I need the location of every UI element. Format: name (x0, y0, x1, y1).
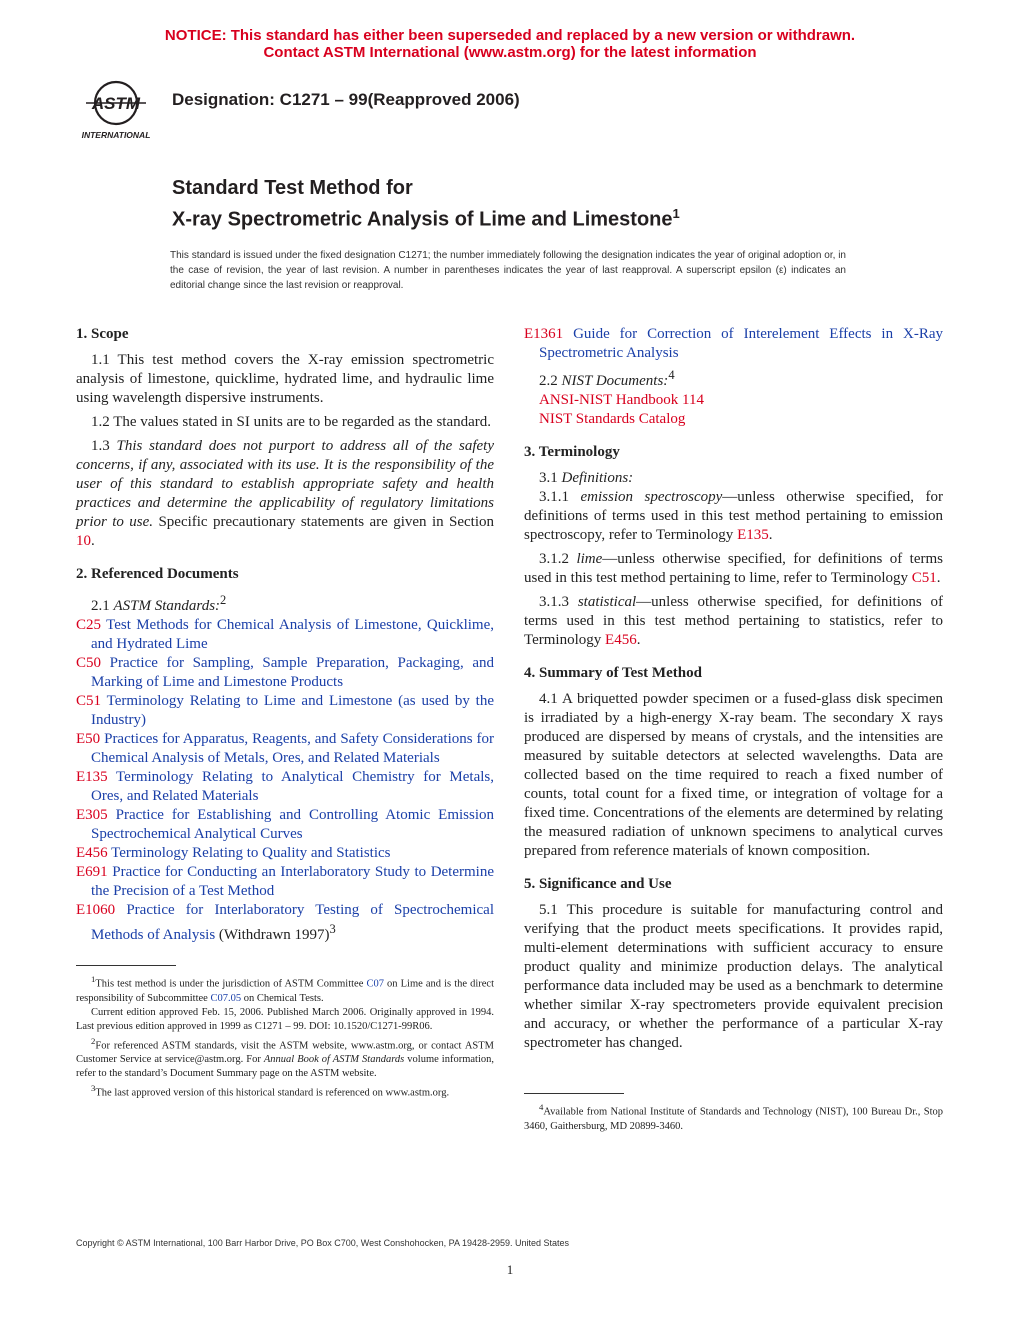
title-footnote-marker: 1 (672, 206, 680, 221)
title-line-2: X-ray Spectrometric Analysis of Lime and Limestone$^1$ (172, 206, 680, 231)
left-column (76, 325, 494, 1101)
summary-4-1: 4.1 A briquetted powder specimen or a fused-glass disk specimen is irradiated by a high-energy X-ray beam. The secondary X rays produced are dispersed by means of crystals, and the intensities are measured by suitable detectors at selected wavelengths. Data are collected based on the time required to reach a fixed number of counts, total count for a fixed time, or integration of voltage for a fixed time. Concentrations of the elements are determined by relating the measured radiation of unknown specimens to analytical curves prepared from reference materials of known composition. (524, 691, 943, 859)
c0705-link[interactable]: C07.05 (210, 992, 242, 1004)
astm-logo (72, 78, 162, 142)
scope-1-1: 1.1 This test method covers the X-ray emission spectrometric analysis of limestone, quicklime, hydrated lime, and hydraulic lime using wavelength dispersive instruments. (76, 352, 494, 406)
scope-1-3: 1.3 This standard does not purport to address all of the safety concerns, if any, associated with its use. It is the responsibility of the user of this standard to establish appropriate safety and health practices and determine the applicability of regulatory limitations prior to use. Specific precautionary statements are given in Section 10. (76, 438, 495, 549)
preamble: This standard is issued under the fixed designation C1271; the number immediately following the designation indicates the year of original adoption or, in the case of revision, the year of last revision. A number in parentheses indicates the year of last reapproval. A superscript epsilon (ε) indicates an editorial change since the last revision or reapproval. (170, 250, 846, 291)
scope-heading: 1. Scope (76, 326, 129, 342)
term-3-1-1: 3.1.1 emission spectroscopy—unless otherwise specified, for definitions of terms used in this test method pertaining to emission spectroscopy, refer to Terminology E135. (524, 489, 943, 543)
term-3-1-3: 3.1.3 statistical—unless otherwise specified, for definitions of terms used in this test method pertaining to statistics, refer to Terminology E456. (524, 594, 944, 648)
definitions-label: 3.1 Definitions: (539, 470, 634, 486)
ref-item[interactable]: C50 Practice for Sampling, Sample Preparation, Packaging, and Marking of Lime and Limestone Products (76, 655, 494, 690)
astm-standards-label: 2.1 ASTM Standards:$^2$ (91, 593, 227, 614)
right-column (524, 325, 943, 1134)
page-number: 1 (506, 1262, 514, 1277)
ref-item[interactable]: E456 Terminology Relating to Quality and Statistics (76, 845, 391, 861)
designation: Designation: C1271 – 99(Reapproved 2006) (172, 90, 520, 109)
ref-item[interactable]: C51 Terminology Relating to Lime and Limestone (as used by the Industry) (76, 693, 494, 728)
c07-link[interactable]: C07 (366, 978, 384, 990)
nist-documents-label: 2.2 NIST Documents:$^4$ (539, 368, 675, 389)
footnote-1: $^1$This test method is under the jurisdiction of ASTM Committee C07 on Lime and is the direct responsibility of Subcommittee C07.05 on Chemical Tests. (76, 974, 494, 1004)
nist-handbook-link[interactable]: ANSI-NIST Handbook 114 (539, 392, 704, 408)
notice-line-2: Contact ASTM International (www.astm.org) for the latest information (263, 44, 757, 61)
notice-banner (0, 27, 1020, 61)
e456-link[interactable]: E456 (605, 632, 637, 648)
scope-1-2: 1.2 The values stated in SI units are to be regarded as the standard. (91, 414, 492, 430)
ref-item[interactable]: E135 Terminology Relating to Analytical Chemistry for Metals, Ores, and Related Materials (76, 769, 494, 804)
document-title (172, 175, 680, 233)
nist-catalog-link[interactable]: NIST Standards Catalog (539, 411, 686, 427)
significance-heading: 5. Significance and Use (524, 876, 672, 892)
footnote-2: $^2$For referenced ASTM standards, visit the ASTM website, www.astm.org, or contact ASTM Customer Service at service@astm.org. For Annual Book of ASTM Standards volume information, refer to the standard’s Document Summary page on the ASTM website. (76, 1035, 494, 1079)
logo-letters: ASTM (91, 94, 141, 113)
ref-item[interactable]: C25 Test Methods for Chemical Analysis of Limestone, Quicklime, and Hydrated Lime (76, 617, 494, 652)
ref-item-e1060[interactable]: E1060 Practice for Interlaboratory Testing of Spectrochemical Methods of Analysis (Withdrawn 1997)$^3$ (76, 902, 494, 943)
title-line-1: Standard Test Method for (172, 177, 413, 199)
terminology-heading: 3. Terminology (524, 444, 620, 460)
term-3-1-2: 3.1.2 lime—unless otherwise specified, for definitions of terms used in this test method pertaining to lime, refer to Terminology C51. (524, 551, 944, 586)
copyright-footer: Copyright © ASTM International, 100 Barr Harbor Drive, PO Box C700, West Conshohocken, PA 19428-2959. United States (76, 1238, 570, 1248)
notice-line-1: NOTICE: This standard has either been superseded and replaced by a new version or withdrawn. (164, 27, 856, 44)
footnote-4: $^4$Available from National Institute of Standards and Technology (NIST), 100 Bureau Dr., Stop 3460, Gaithersburg, MD 20899-3460. (524, 1102, 943, 1132)
summary-heading: 4. Summary of Test Method (524, 665, 702, 681)
refdocs-heading: 2. Referenced Documents (76, 566, 239, 582)
significance-5-1: 5.1 This procedure is suitable for manufacturing control and verifying that the product meets specifications. It provides rapid, multi-element determinations with sufficient accuracy to ensure product quality and minimize production delays. The analytical performance data included may be used as a benchmark to determine whether similar X-ray spectrometers provide equivalent precision and accuracy, or whether the performance of a particular X-ray spectrometer has changed. (524, 902, 943, 1051)
footnote-3: $^3$The last approved version of this historical standard is referenced on www.astm.org. (91, 1083, 450, 1099)
section-10-link[interactable]: 10 (76, 533, 91, 549)
logo-caption: INTERNATIONAL (81, 130, 151, 140)
ref-item[interactable]: E305 Practice for Establishing and Controlling Atomic Emission Spectrochemical Analytical Curves (76, 807, 494, 842)
ref-item[interactable]: E50 Practices for Apparatus, Reagents, and Safety Considerations for Chemical Analysis of Metals, Ores, and Related Materials (76, 731, 494, 766)
ref-item[interactable]: E691 Practice for Conducting an Interlaboratory Study to Determine the Precision of a Test Method (76, 864, 494, 899)
c51-link[interactable]: C51 (911, 570, 937, 586)
footnote-1-edition: Current edition approved Feb. 15, 2006. Published March 2006. Originally approved in 1994. Last previous edition approved in 1999 as C1271 – 99. DOI: 10.1520/C1271-99R06. (76, 1006, 494, 1032)
e135-link[interactable]: E135 (737, 527, 769, 543)
ref-item-e1361[interactable]: E1361 Guide for Correction of Interelement Effects in X-Ray Spectrometric Analysis (524, 326, 943, 361)
